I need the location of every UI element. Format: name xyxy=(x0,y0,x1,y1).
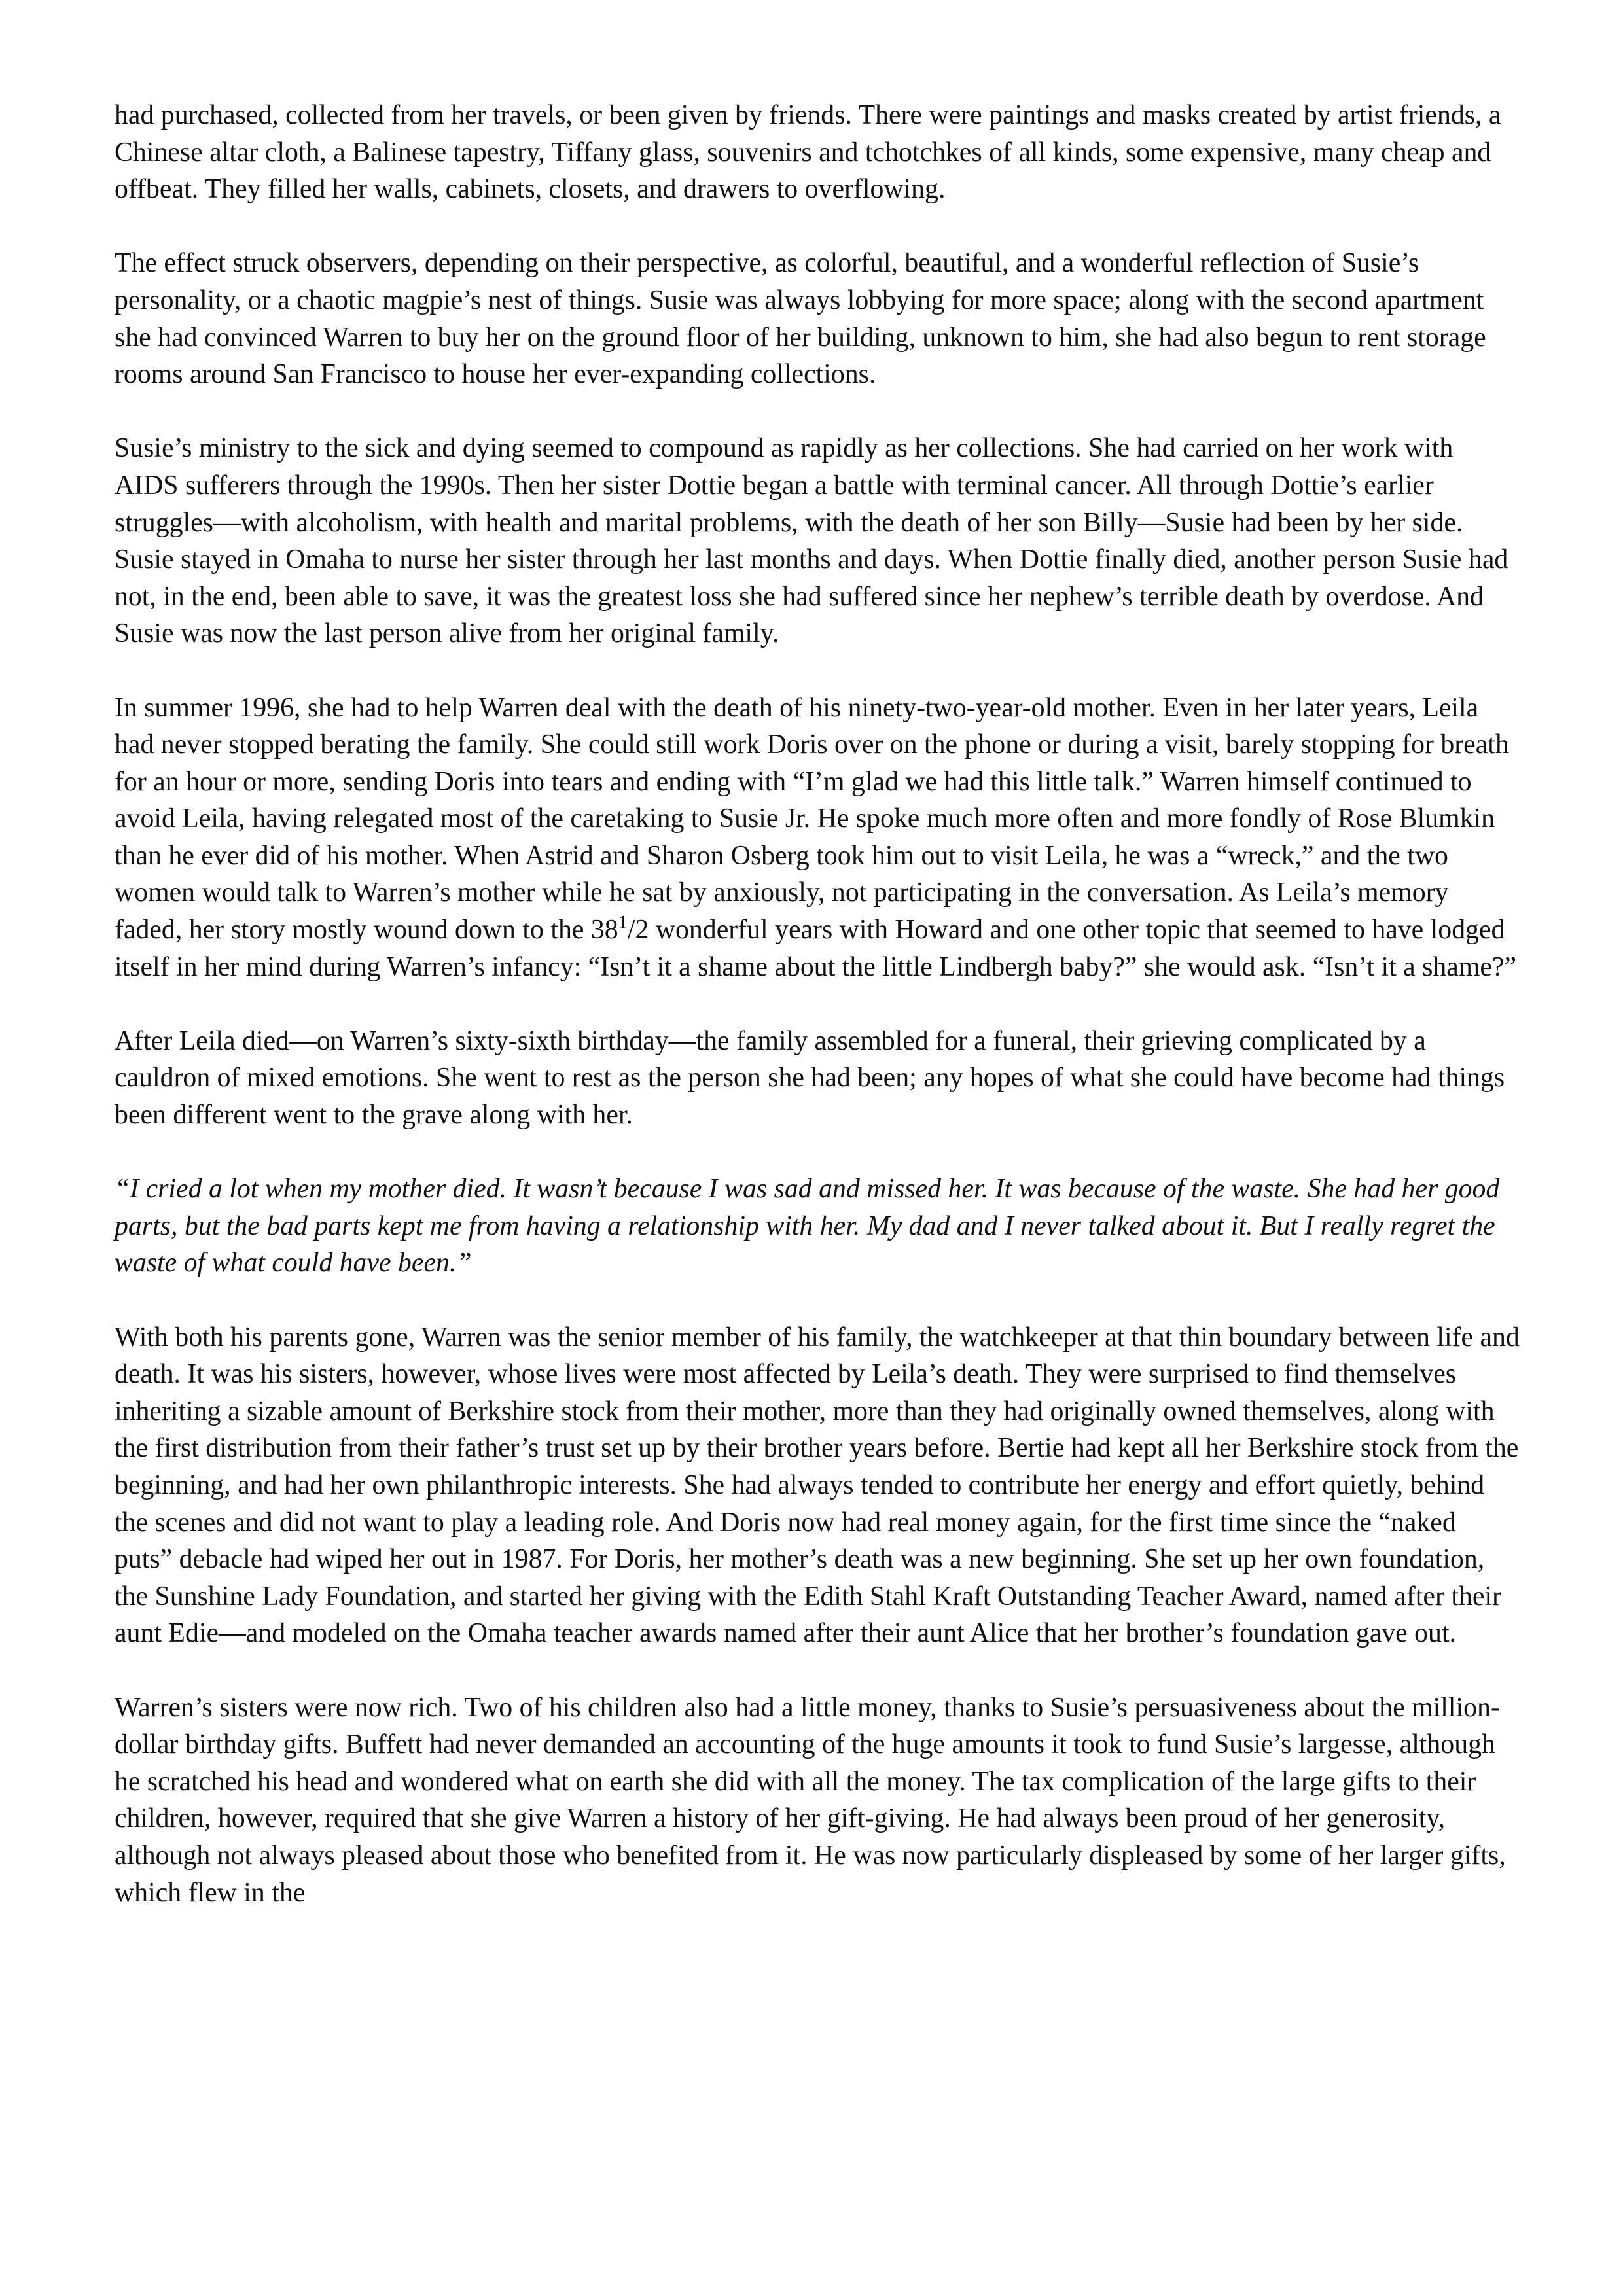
paragraph-sisters-inheritance: With both his parents gone, Warren was the senior member of his family, the watchkeeper at that thin boundary between life and death. It was his sisters, however, whose lives were most affected by Leila’s death. They were surprised to find themselves inheriting a sizable amount of Berkshire stock from their mother, more than they had originally owned themselves, along with the first distribution from their father’s trust set up by their brother years before. Bertie had kept all her Berkshire stock from the beginning, and had her own philanthropic interests. She had always tended to contribute her energy and effort quietly, behind the scenes and did not want to play a leading role. And Doris now had real money again, for the first time since the “naked puts” debacle had wiped her out in 1987. For Doris, her mother’s death was a new beginning. She set up her own foundation, the Sunshine Lady Foundation, and started her giving with the Edith Stahl Kraft Outstanding Teacher Award, named after their aunt Edie—and modeled on the Omaha teacher awards named after their aunt Alice that her brother’s foundation gave out. xyxy=(115,1322,1520,1649)
paragraph-collections: had purchased, collected from her travels, or been given by friends. There were paintings and masks created by artist friends, a Chinese altar cloth, a Balinese tapestry, Tiffany glass, souvenirs and tchotchkes of all kinds, some expensive, many cheap and offbeat. They filled her walls, cabinets, closets, and drawers to overflowing. xyxy=(115,100,1501,205)
superscript-one: 1 xyxy=(618,912,628,933)
quote-paragraph: “I cried a lot when my mother died. It wasn’t because I was sad and missed her. It was because of the waste. She had her good parts, but the bad parts kept me from having a relationship with her. My dad and I never talked about it. But I really regret the waste of what could have been.” xyxy=(115,1174,1500,1279)
paragraph-ministry: Susie’s ministry to the sick and dying seemed to compound as rapidly as her collections. She had carried on her work with AIDS sufferers through the 1990s. Then her sister Dottie began a battle with terminal cancer. All through Dottie’s earlier struggles—with alcoholism, with health and marital problems, with the death of her son Billy—Susie had been by her side. Susie stayed in Omaha to nurse her sister through her last months and days. When Dottie finally died, another person Susie had not, in the end, been able to save, it was the greatest loss she had suffered since her nephew’s terrible death by overdose. And Susie was now the last person alive from her original family. xyxy=(115,433,1508,649)
paragraph-leila-later-years xyxy=(115,690,1520,986)
paragraph-text-part: /2 wonderful years with Howard and one other topic that seemed to have lodged itself in her mind during Warren’s infancy: “Isn’t it a shame about the little Lindbergh baby?” she would ask. “Isn’t it a shame?” xyxy=(115,915,1517,982)
paragraph-sisters-rich: Warren’s sisters were now rich. Two of his children also had a little money, thanks to Susie’s persuasiveness about the million-dollar birthday gifts. Buffett had never demanded an accounting of the huge amounts it took to fund Susie’s largesse, although he scratched his head and wondered what on earth she did with all the money. The tax complication of the large gifts to their children, however, required that she give Warren a history of her gift-giving. He had always been proud of her generosity, although not always pleased about those who benefited from it. He was now particularly displeased by some of her larger gifts, which flew in the xyxy=(115,1692,1506,1908)
document-page xyxy=(115,97,1520,1949)
paragraph-magpie-nest: The effect struck observers, depending on their perspective, as colorful, beautiful, and a wonderful reflection of Susie’s personality, or a chaotic magpie’s nest of things. Susie was always lobbying for more space; along with the second apartment she had convinced Warren to buy her on the ground floor of her building, unknown to him, she had also begun to rent storage rooms around San Francisco to house her ever-expanding collections. xyxy=(115,248,1486,390)
paragraph-text-part: In summer 1996, she had to help Warren deal with the death of his ninety-two-year-old mother. Even in her later years, Leila had never stopped berating the family. She could still work Doris over on the phone or during a visit, barely stopping for breath for an hour or more, sending Doris into tears and ending with “I’m glad we had this little talk.” Warren himself continued to avoid Leila, having relegated most of the caretaking to Susie Jr. He spoke much more often and more fondly of Rose Blumkin than he ever did of his mother. When Astrid and Sharon Osberg took him out to visit Leila, he was a “wreck,” and the two women would talk to Warren’s mother while he sat by anxiously, not participating in the conversation. As Leila’s memory faded, her story mostly wound down to the 38 xyxy=(115,692,1509,945)
paragraph-leila-funeral: After Leila died—on Warren’s sixty-sixth birthday—the family assembled for a funeral, their grieving complicated by a cauldron of mixed emotions. She went to rest as the person she had been; any hopes of what she could have become had things been different went to the grave along with her. xyxy=(115,1025,1505,1131)
